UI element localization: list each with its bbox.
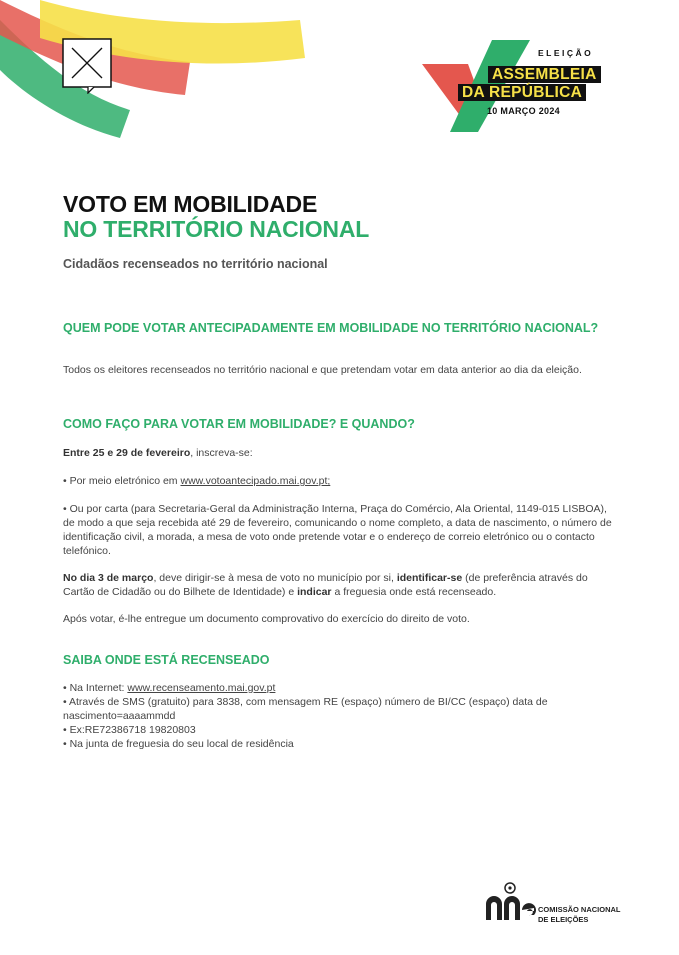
para3-bold2: identificar-se (396, 572, 463, 584)
cne-logo-icon (484, 880, 536, 922)
item1-prefix: • Por meio eletrónico em (63, 475, 181, 487)
section1-body: Todos os eleitores recenseados no território nacional e que pretendam votar em data anterior ao dia da eleição. (63, 364, 582, 376)
section1-heading: QUEM PODE VOTAR ANTECIPADAMENTE EM MOBILIDADE NO TERRITÓRIO NACIONAL? (63, 321, 599, 335)
page-title-line2: NO TERRITÓRIO NACIONAL (63, 216, 370, 242)
section3-heading: SAIBA ONDE ESTÁ RECENSEADO (63, 653, 270, 667)
page-title-line1: VOTO EM MOBILIDADE (63, 191, 318, 217)
badge-line2: DA REPÚBLICA (458, 84, 586, 101)
section2-para3 (63, 571, 618, 599)
cne-label (538, 905, 621, 925)
ballot-icon (62, 38, 112, 94)
section2-item2: • Ou por carta (para Secretaria-Geral da Administração Interna, Praça do Comércio, Ala Oriental, 1149-015 LISBOA), de modo a que seja recebida até 29 de fevereiro, comunicando o nome completo, a data de nascimento, o número de identificação civil, a morada, a mesa de voto onde pretende votar e o endereço de correio eletrónico ou o contacto telefónico. (63, 503, 612, 557)
para3-text2: (de preferência através do Cartão de Cidadão ou do Bilhete de Identidade) e (63, 572, 588, 598)
para3-bold3: indicar (297, 586, 332, 598)
section3-item3: • Ex:RE72386718 19820803 (63, 724, 196, 736)
section2-heading: COMO FAÇO PARA VOTAR EM MOBILIDADE? E QUANDO? (63, 417, 415, 431)
badge-date: 10 MARÇO 2024 (487, 106, 560, 116)
badge-eleicao: ELEIÇÃO (538, 48, 594, 58)
para3-text1: , deve dirigir-se à mesa de voto no município por si, (153, 572, 397, 584)
cne-label-line2: DE ELEIÇÕES (538, 915, 589, 924)
intro-rest: , inscreva-se: (190, 447, 253, 459)
badge-line1: ASSEMBLEIA (488, 66, 601, 83)
section2-intro (63, 446, 618, 460)
para3-bold1: No dia 3 de março (63, 572, 154, 584)
intro-date-bold: Entre 25 e 29 de fevereiro (63, 447, 191, 459)
decorative-ribbons (0, 0, 320, 150)
para3-text3: a freguesia onde está recenseado. (331, 586, 497, 598)
section2-item1 (63, 474, 618, 488)
votoantecipado-link[interactable]: www.votoantecipado.mai.gov.pt; (180, 475, 331, 487)
recenseamento-link[interactable]: www.recenseamento.mai.gov.pt (127, 682, 276, 694)
cne-label-line1: COMISSÃO NACIONAL (538, 905, 621, 914)
s3-item1-prefix: • Na Internet: (63, 682, 128, 694)
page-subtitle: Cidadãos recenseados no território nacional (63, 257, 328, 271)
section3-item4: • Na junta de freguesia do seu local de residência (63, 738, 294, 750)
section2-para4: Após votar, é-lhe entregue um documento comprovativo do exercício do direito de voto. (63, 613, 470, 625)
section3-item1 (63, 681, 618, 695)
section3-item2: • Através de SMS (gratuito) para 3838, com mensagem RE (espaço) número de BI/CC (espaço) data de nascimento=aaaammdd (63, 696, 548, 722)
